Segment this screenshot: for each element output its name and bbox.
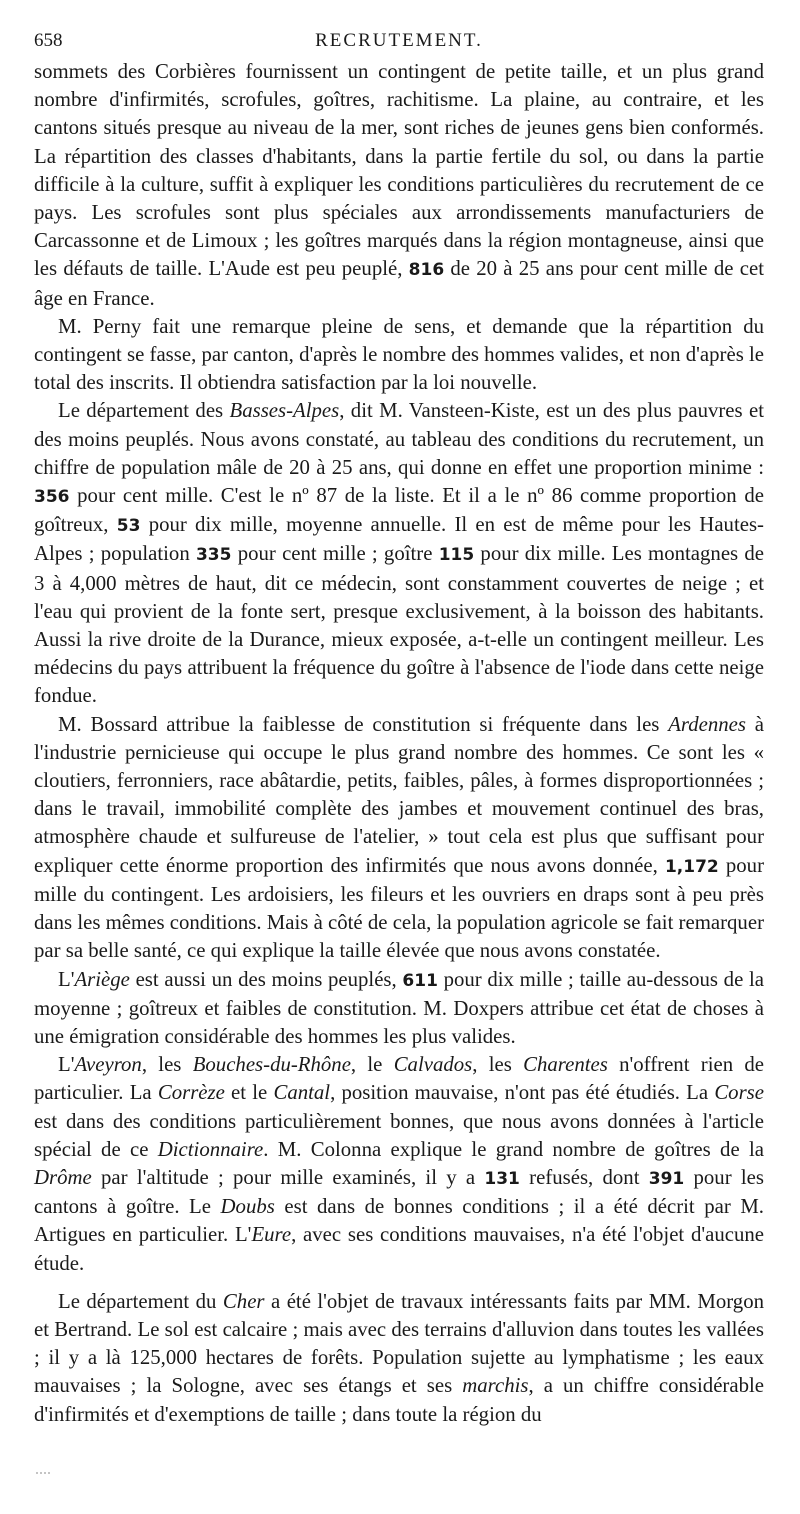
italic-term: marchis [462, 1374, 529, 1398]
text-run: pour dix mille, moyenne annuelle. Il en est de même pour les Hautes-Alpes ; population [34, 513, 764, 566]
text-run: Le département des [58, 399, 230, 423]
paragraph [34, 313, 764, 398]
text-run: . M. Colonna explique le grand nombre de goîtres de la [263, 1137, 764, 1161]
italic-term: Doubs [220, 1195, 275, 1219]
text-run: a été l'objet de travaux intéressants faits par MM. Morgon et Bertrand. Le sol est calcaire ; mais avec des terrains d'alluvion dans toutes les vallées ; il y a là 125,000 hectares de forêts. Population sujette au lymphatisme ; les eaux mauvaises ; la Sologne, avec ses étangs et ses [34, 1289, 764, 1398]
bold-figure: 53 [116, 516, 141, 537]
paragraph [34, 1288, 764, 1429]
paragraph [34, 711, 764, 966]
bold-figure: 356 [34, 487, 70, 508]
bold-figure: 391 [648, 1168, 685, 1189]
text-run: pour dix mille. Les montagnes de 3 à 4,000 mètres de haut, dit ce médecin, sont constamment couvertes de neige ; et l'eau qui provient de la fonte sert, presque exclusivement, à la boisson des habitants. Aussi la rive droite de la Durance, mieux exposée, a-t-elle un contingent meilleur. Les médecins du pays attribuent la fréquence du goître à l'absence de l'iode dans cette neige fondue. [34, 542, 765, 708]
italic-term: Cher [222, 1289, 265, 1313]
bold-figure: 115 [438, 545, 475, 566]
text-run: pour mille du contingent. Les ardoisiers, les fileurs et les ouvriers en draps sont à peu près dans les mêmes conditions. Mais à côté de cela, la population agricole se fait remarquer par sa belle santé, ce qui explique la taille élevée que nous avons constatée. [34, 853, 765, 963]
text-run: , les [141, 1053, 193, 1077]
text-run: Le département du [58, 1289, 223, 1313]
bold-figure: 335 [195, 545, 232, 566]
text-run: pour cent mille. C'est le nº 87 de la liste. Et il a le nº 86 comme proportion de goîtreux, [34, 484, 764, 537]
text-run: , les [472, 1053, 524, 1077]
text-run: n'offrent rien de particulier. La [34, 1053, 764, 1105]
text-run: refusés, dont [519, 1165, 649, 1189]
text-run: pour cent mille ; goître [231, 542, 439, 566]
italic-term: Bouches-du-Rhône [192, 1053, 351, 1077]
running-title: RECRUTEMENT. [315, 30, 483, 51]
italic-term: Eure [251, 1223, 292, 1247]
text-run: , le [350, 1053, 394, 1077]
bold-figure: 1,172 [664, 856, 719, 877]
italic-term: Aveyron [74, 1053, 142, 1077]
text-run: de 20 à 25 ans pour cent mille de cet âge en France. [34, 257, 764, 310]
text-run: à l'industrie pernicieuse qui occupe le plus grand nombre des hommes. Ce sont les « cloutiers, ferronniers, race abâtardie, petits, faibles, pâles, à formes disproportionnées ; dans le travail, immobilité complète des jambes et mouvement continuel des bras, atmosphère chaude et sulfureuse de l'atelier, » tout cela est plus que suffisant pour expliquer cette énorme proportion des infirmités que nous avons donnée, [34, 712, 764, 877]
text-run: et le [224, 1081, 274, 1105]
text-run: L' [58, 967, 75, 991]
page-number: 658 [34, 30, 63, 51]
paragraph [34, 1051, 764, 1278]
text-run: L' [58, 1053, 75, 1077]
italic-term: Ardennes [668, 712, 746, 736]
text-run: , avec ses conditions mauvaises, n'a été l'objet d'aucune étude. [34, 1223, 764, 1275]
bold-figure: 131 [484, 1168, 520, 1189]
paragraph [34, 966, 764, 1052]
text-run: , dit M. Vansteen-Kiste, est un des plus pauvres et des moins peuplés. Nous avons constaté, au tableau des conditions du recrutement, un chiffre de population mâle de 20 à 25 ans, qui donne en effet une proportion minime : [34, 399, 764, 479]
italic-term: Ariège [74, 967, 130, 991]
text-run: est dans de bonnes conditions ; il a été décrit par M. Artigues en particulier. L' [34, 1195, 765, 1247]
paragraph [34, 397, 764, 710]
text-run: par l'altitude ; pour mille examinés, il y a [91, 1165, 485, 1189]
italic-term: Drôme [34, 1165, 92, 1189]
text-run: pour dix mille ; taille au-dessous de la moyenne ; goîtreux et faibles de constitution. M. Doxpers attribue cet état de choses à une émigration considérable des hommes les plus valides. [34, 967, 764, 1048]
text-run: pour les cantons à goître. Le [34, 1165, 764, 1219]
text-run: est aussi un des moins peuplés, [129, 967, 403, 991]
text-run: M. Perny fait une remarque pleine de sens, et demande que la répartition du contingent se fasse, par canton, d'après le nombre des hommes valides, et non d'après le total des inscrits. Il obtiendra satisfaction par la loi nouvelle. [34, 314, 764, 395]
text-run: M. Bossard attribue la faiblesse de constitution si fréquente dans les [58, 712, 669, 736]
page-header [34, 30, 764, 60]
bold-figure: 816 [408, 260, 445, 281]
page-body [34, 58, 764, 1429]
text-run: sommets des Corbières fournissent un contingent de petite taille, et un plus grand nombre d'infirmités, scrofules, goîtres, rachitisme. La plaine, au contraire, et les cantons situés presque au niveau de la mer, sont riches de jeunes gens bien conformés. La répartition des classes d'habitants, dans la partie fertile du sol, ou dans la partie difficile à la culture, suffit à expliquer les conditions particulières du recrutement de ce pays. Les scrofules sont plus spéciales aux arrondissements manufacturiers de Carcassonne et de Limoux ; les goîtres marqués dans la région montagneuse, ainsi que les défauts de taille. L'Aude est peu peuplé, [34, 60, 764, 281]
italic-term: Corrèze [157, 1081, 225, 1105]
italic-term: Dictionnaire [157, 1137, 264, 1161]
italic-term: Charentes [523, 1053, 608, 1077]
italic-term: Calvados [393, 1053, 473, 1077]
bold-figure: 611 [402, 970, 438, 991]
text-run: est dans des conditions particulièrement bonnes, que nous avons données à l'article spécial de ce [34, 1109, 764, 1161]
text-run: , position mauvaise, n'ont pas été étudiés. La [330, 1081, 715, 1105]
italic-term: Basses-Alpes [229, 399, 340, 423]
text-run: , a un chiffre considérable d'infirmités et d'exemptions de taille ; dans toute la région du [34, 1374, 764, 1426]
scan-mark-decoration [36, 1470, 50, 1476]
paragraph [34, 58, 764, 313]
italic-term: Corse [714, 1081, 764, 1105]
italic-term: Cantal [273, 1081, 331, 1105]
